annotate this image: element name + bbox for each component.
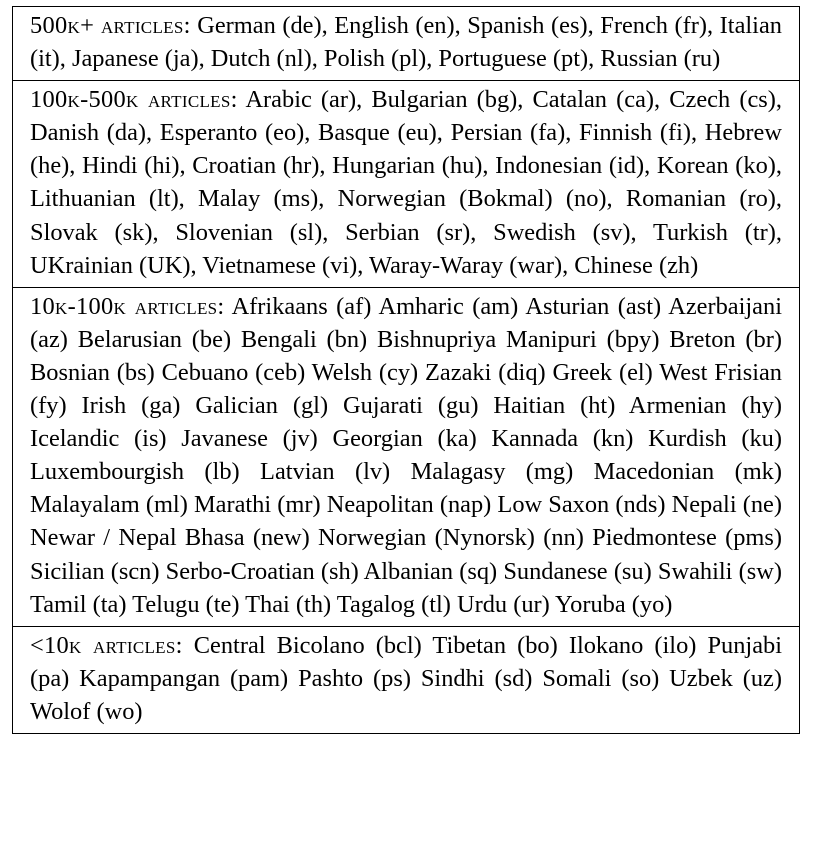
section-heading: <10k articles: [30,631,183,659]
section-language-list: Arabic (ar), Bulgarian (bg), Catalan (ca), Czech (cs), Danish (da), Esperanto (eo), Basque (eu), Persian (fa), Finnish (fi), Hebrew (he), Hindi (hi), Croatian (hr), Hungarian (hu), Indonesian (id), Korean (ko), Lithuanian (lt), Malay (ms), Norwegian (Bokmal) (no), Romanian (ro), Slovak (sk), Slovenian (sl), Serbian (sr), Swedish (sv), Turkish (tr), UKrainian (UK), Vietnamese (vi), Waray-Waray (war), Chinese (zh) [30,86,782,279]
section-language-list: Afrikaans (af) Amharic (am) Asturian (ast) Azerbaijani (az) Belarusian (be) Bengali (bn) Bishnupriya Manipuri (bpy) Breton (br) Bosnian (bs) Cebuano (ceb) Welsh (cy) Zazaki (diq) Greek (el) West Frisian (fy) Irish (ga) Galician (gl) Gujarati (gu) Haitian (ht) Armenian (hy) Icelandic (is) Javanese (jv) Georgian (ka) Kannada (kn) Kurdish (ku) Luxembourgish (lb) Latvian (lv) Malagasy (mg) Macedonian (mk) Malayalam (ml) Marathi (mr) Neapolitan (nap) Low Saxon (nds) Nepali (ne) Newar / Nepal Bhasa (new) Norwegian (Nynorsk) (nn) Piedmontese (pms) Sicilian (scn) Serbo-Croatian (sh) Albanian (sq) Sundanese (su) Swahili (sw) Tamil (ta) Telugu (te) Thai (th) Tagalog (tl) Urdu (ur) Yoruba (yo) [30,292,782,618]
section-language-list: Central Bicolano (bcl) Tibetan (bo) Ilokano (ilo) Punjabi (pa) Kapampangan (pam) Pashto (ps) Sindhi (sd) Somali (so) Uzbek (uz) Wolof (wo) [30,631,782,725]
section-heading: 500k+ articles: [30,12,191,39]
language-table [12,6,800,734]
section-under-10k [13,626,799,733]
section-heading: 100k-500k articles: [30,86,238,114]
section-500k-plus [13,7,799,80]
section-heading: 10k-100k articles: [30,292,225,320]
section-100k-500k [13,80,799,287]
section-language-list: German (de), English (en), Spanish (es), French (fr), Italian (it), Japanese (ja), Dutch (nl), Polish (pl), Portuguese (pt), Russian (ru) [30,12,782,73]
section-10k-100k [13,287,799,626]
